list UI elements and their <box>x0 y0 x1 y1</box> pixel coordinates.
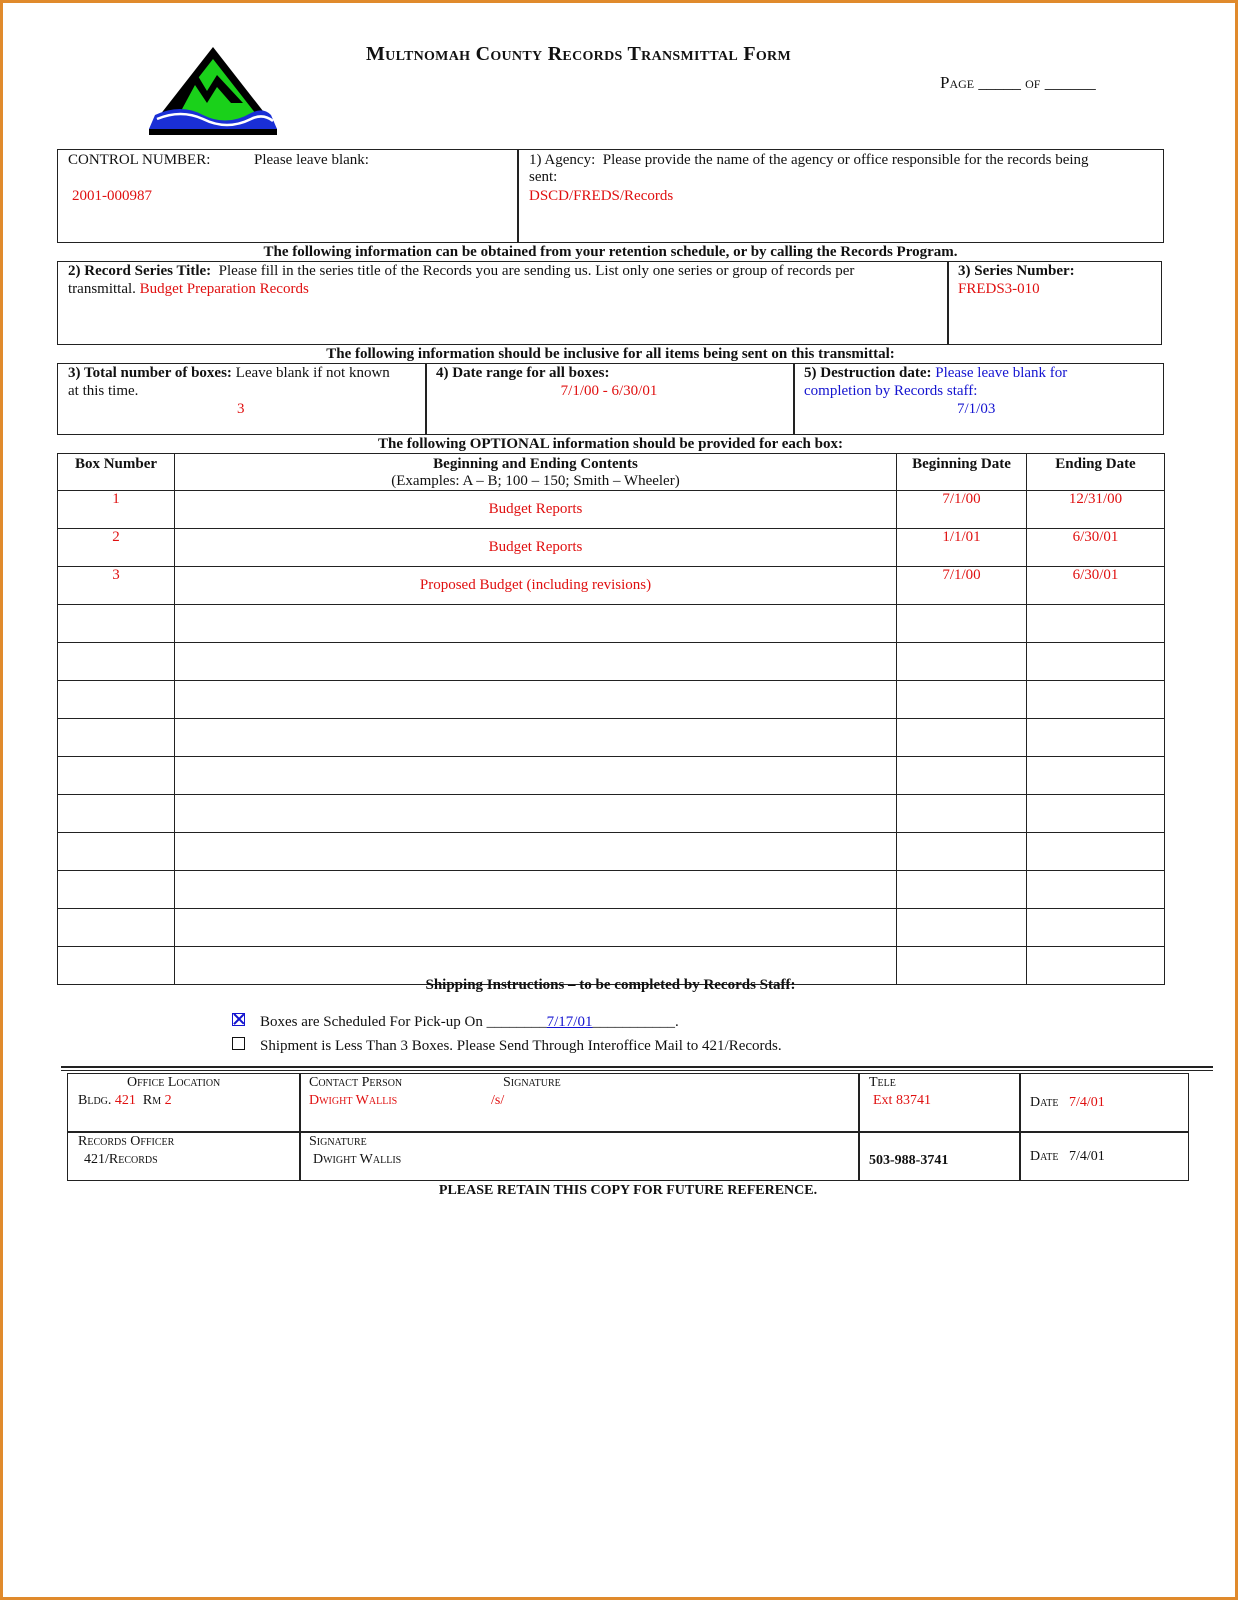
agency-hint: Please provide the name of the agency or office responsible for the records being <box>602 152 1089 168</box>
pickup-label-post: ___________. <box>592 1014 679 1030</box>
total-boxes-hint-2: at this time. <box>68 383 139 399</box>
signature-label: Signature <box>503 1075 561 1090</box>
contents-cell[interactable] <box>175 833 897 871</box>
page-of-label: Page _____ of ______ <box>940 73 1096 92</box>
table-row <box>58 833 1165 871</box>
table-row <box>58 909 1165 947</box>
date2-field <box>1030 1149 1105 1165</box>
contents-cell[interactable] <box>175 719 897 757</box>
beginning-date-cell[interactable] <box>897 757 1027 795</box>
box-number-cell[interactable]: 2 <box>58 529 175 567</box>
date-range-label: 4) Date range for all boxes: <box>436 365 610 381</box>
optional-note: The following OPTIONAL information should be provided for each box: <box>378 436 843 452</box>
ending-date-cell[interactable] <box>1027 833 1165 871</box>
beginning-date-cell[interactable] <box>897 605 1027 643</box>
signature2-label: Signature <box>309 1134 367 1149</box>
office-location-label: Office Location <box>127 1075 221 1090</box>
header-beginning-date: Beginning Date <box>897 454 1027 491</box>
table-row <box>58 757 1165 795</box>
date2-label: Date <box>1030 1149 1059 1164</box>
records-officer-value: 421/Records <box>84 1152 158 1167</box>
agency-hint-line2: sent: <box>529 169 558 185</box>
control-number-label: CONTROL NUMBER: <box>68 152 211 168</box>
series-number-label: 3) Series Number: <box>958 263 1075 279</box>
beginning-date-cell[interactable]: 7/1/00 <box>897 567 1027 605</box>
box-number-cell[interactable]: 1 <box>58 491 175 529</box>
beginning-date-cell[interactable] <box>897 871 1027 909</box>
mail-checkbox[interactable] <box>232 1037 245 1050</box>
header-contents-example: (Examples: A – B; 100 – 150; Smith – Wheeler) <box>391 473 680 489</box>
signature-value[interactable]: /s/ <box>491 1093 505 1108</box>
date-range-value[interactable]: 7/1/00 - 6/30/01 <box>560 383 658 399</box>
ending-date-cell[interactable] <box>1027 643 1165 681</box>
table-row <box>58 529 1165 567</box>
box-number-cell[interactable] <box>58 833 175 871</box>
box-number-cell[interactable] <box>58 795 175 833</box>
agency-label: 1) Agency: <box>529 152 596 168</box>
control-number-value[interactable]: 2001-000987 <box>72 188 152 204</box>
box-number-cell[interactable] <box>58 605 175 643</box>
destruction-hint: Please leave blank for <box>935 365 1068 381</box>
rm-value[interactable]: 2 <box>164 1093 172 1108</box>
destruction-label: 5) Destruction date: <box>804 365 932 381</box>
signature2-value: Dwight Wallis <box>313 1152 402 1167</box>
beginning-date-cell[interactable] <box>897 719 1027 757</box>
contents-cell[interactable] <box>175 643 897 681</box>
ending-date-cell[interactable]: 6/30/01 <box>1027 529 1165 567</box>
series-title-hint: Please fill in the series title of the Records you are sending us. List only one series or group of records per <box>218 263 855 279</box>
header-ending-date: Ending Date <box>1027 454 1165 491</box>
county-logo <box>147 45 279 137</box>
ending-date-cell[interactable] <box>1027 757 1165 795</box>
beginning-date-cell[interactable] <box>897 681 1027 719</box>
pickup-checkbox[interactable] <box>232 1013 245 1026</box>
contents-cell[interactable] <box>175 871 897 909</box>
ending-date-cell[interactable] <box>1027 795 1165 833</box>
date2-value: 7/4/01 <box>1068 1149 1105 1164</box>
shipping-title: Shipping Instructions – to be completed by Records Staff: <box>425 977 796 993</box>
contact-person-value[interactable]: Dwight Wallis <box>309 1093 398 1108</box>
beginning-date-cell[interactable] <box>897 643 1027 681</box>
pickup-label: Boxes are Scheduled For Pick-up On ________ <box>260 1014 547 1030</box>
total-boxes-prompt <box>68 365 418 382</box>
contents-cell[interactable] <box>175 605 897 643</box>
tele-value[interactable]: Ext 83741 <box>873 1093 931 1108</box>
box-number-cell[interactable]: 3 <box>58 567 175 605</box>
ending-date-cell[interactable] <box>1027 681 1165 719</box>
box-number-cell[interactable] <box>58 719 175 757</box>
footer-rule-bottom <box>61 1070 1213 1071</box>
phone-value: 503-988-3741 <box>869 1153 949 1168</box>
box-number-cell[interactable] <box>58 681 175 719</box>
table-row <box>58 871 1165 909</box>
series-title-label: 2) Record Series Title: <box>68 263 212 279</box>
series-title-hint-2: transmittal. <box>68 281 136 297</box>
footer-box <box>67 1073 1189 1181</box>
contents-cell[interactable] <box>175 681 897 719</box>
box-number-cell[interactable] <box>58 757 175 795</box>
beginning-date-cell[interactable] <box>897 795 1027 833</box>
beginning-date-cell[interactable]: 7/1/00 <box>897 491 1027 529</box>
ending-date-cell[interactable] <box>1027 871 1165 909</box>
tele-label: Tele <box>869 1075 896 1090</box>
series-title-line2 <box>68 281 309 298</box>
mail-option <box>232 1037 782 1055</box>
date-field <box>1030 1095 1105 1111</box>
box-contents-table <box>57 453 1165 985</box>
form-title: Multnomah County Records Transmittal Form <box>366 43 791 65</box>
box-number-cell[interactable] <box>58 909 175 947</box>
agency-prompt <box>529 152 1157 169</box>
agency-value[interactable]: DSCD/FREDS/Records <box>529 188 674 204</box>
beginning-date-cell[interactable]: 1/1/01 <box>897 529 1027 567</box>
series-number-value[interactable]: FREDS3-010 <box>958 281 1040 297</box>
destruction-hint-2: completion by Records staff: <box>804 383 978 399</box>
header-contents-label: Beginning and Ending Contents <box>433 456 638 472</box>
header-contents <box>175 454 897 491</box>
footer-rule-top <box>61 1066 1213 1068</box>
series-title-value[interactable]: Budget Preparation Records <box>139 281 309 297</box>
bldg-room <box>78 1093 172 1109</box>
ending-date-cell[interactable] <box>1027 909 1165 947</box>
ending-date-cell[interactable]: 12/31/00 <box>1027 491 1165 529</box>
bldg-value[interactable]: 421 <box>114 1093 136 1108</box>
contents-cell[interactable] <box>175 909 897 947</box>
contents-cell[interactable]: Budget Reports <box>175 491 897 529</box>
date-label: Date <box>1030 1095 1059 1110</box>
destruction-prompt <box>804 365 1159 382</box>
retain-note: PLEASE RETAIN THIS COPY FOR FUTURE REFERENCE. <box>438 1183 818 1198</box>
table-row <box>58 491 1165 529</box>
pickup-date[interactable]: 7/17/01 <box>546 1014 593 1030</box>
bldg-label: Bldg. <box>78 1093 112 1108</box>
destruction-value[interactable]: 7/1/03 <box>957 401 996 417</box>
total-boxes-hint: Leave blank if not known <box>235 365 390 381</box>
series-title-prompt <box>68 263 938 280</box>
beginning-date-cell[interactable] <box>897 833 1027 871</box>
ending-date-cell[interactable] <box>1027 605 1165 643</box>
box-number-cell[interactable] <box>58 871 175 909</box>
contact-person-label: Contact Person <box>309 1075 403 1090</box>
ending-date-cell[interactable]: 6/30/01 <box>1027 567 1165 605</box>
table-row <box>58 681 1165 719</box>
control-number-hint: Please leave blank: <box>254 152 369 168</box>
total-boxes-value[interactable]: 3 <box>237 401 245 417</box>
ending-date-cell[interactable] <box>1027 719 1165 757</box>
date-value[interactable]: 7/4/01 <box>1068 1095 1105 1110</box>
records-officer-label: Records Officer <box>78 1134 175 1149</box>
rm-label: Rm <box>142 1093 162 1108</box>
retention-note: The following information can be obtained from your retention schedule, or by calling the Records Program. <box>263 244 958 260</box>
table-row <box>58 795 1165 833</box>
table-row <box>58 643 1165 681</box>
pickup-option <box>232 1013 679 1031</box>
total-boxes-label: 3) Total number of boxes: <box>68 365 232 381</box>
table-row <box>58 567 1165 605</box>
mail-label: Shipment is Less Than 3 Boxes. Please Send Through Interoffice Mail to 421/Records. <box>260 1038 782 1054</box>
contents-cell[interactable]: Proposed Budget (including revisions) <box>175 567 897 605</box>
inclusive-note: The following information should be inclusive for all items being sent on this transmittal: <box>326 346 895 362</box>
table-row <box>58 719 1165 757</box>
contents-cell[interactable] <box>175 795 897 833</box>
beginning-date-cell[interactable] <box>897 909 1027 947</box>
contents-cell[interactable] <box>175 757 897 795</box>
header-box-number: Box Number <box>58 454 175 491</box>
box-number-cell[interactable] <box>58 643 175 681</box>
table-row <box>58 605 1165 643</box>
contents-cell[interactable]: Budget Reports <box>175 529 897 567</box>
